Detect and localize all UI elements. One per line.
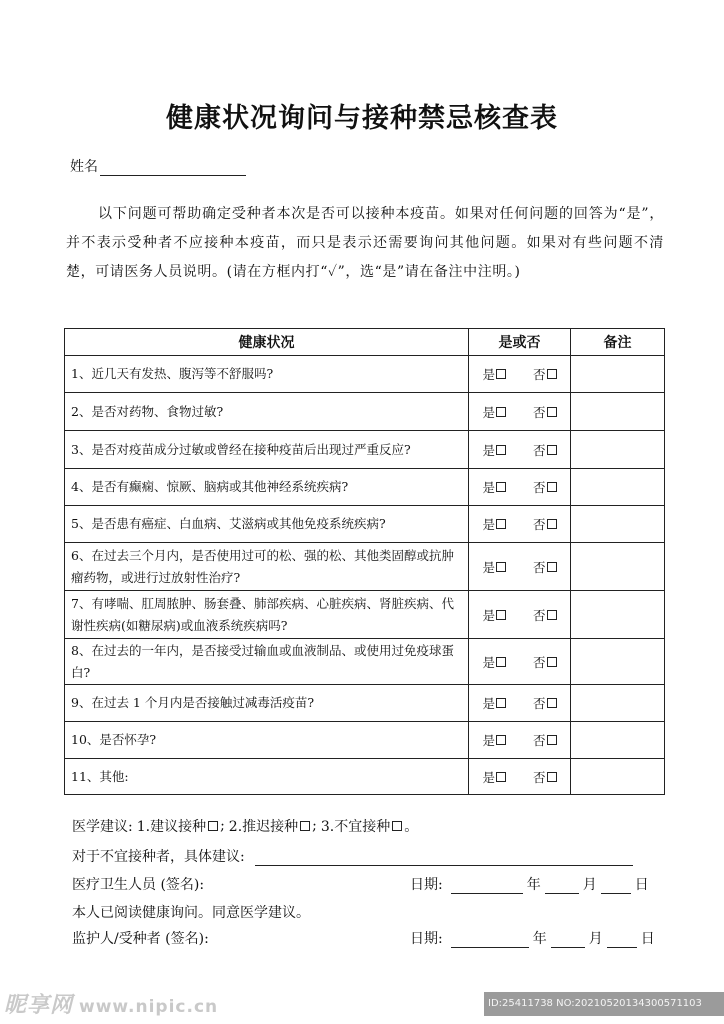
checkbox-icon: [547, 735, 557, 745]
month-label: 月: [582, 877, 597, 893]
medical-advice-row: [72, 816, 418, 836]
yes-no-cell: [469, 639, 571, 685]
advice-option-label: 2.推迟接种: [228, 819, 299, 835]
yes-checkbox[interactable]: [482, 768, 506, 786]
month-label: 月: [588, 931, 603, 947]
notes-cell[interactable]: [571, 393, 665, 431]
no-label: 否: [532, 442, 546, 458]
no-checkbox[interactable]: [533, 606, 557, 624]
date-label: 日期:: [410, 931, 443, 947]
guardian-signature-label: 监护人/受种者 (签名):: [72, 931, 209, 947]
not-suitable-input-line[interactable]: [255, 849, 633, 866]
notes-cell[interactable]: [571, 685, 665, 722]
checkbox-icon: [547, 698, 557, 708]
table-row: [65, 639, 665, 685]
checkbox-icon: [547, 519, 557, 529]
notes-cell[interactable]: [571, 639, 665, 685]
no-checkbox[interactable]: [533, 768, 557, 786]
consent-row: [72, 902, 310, 922]
notes-cell[interactable]: [571, 506, 665, 543]
no-label: 否: [532, 607, 546, 623]
yes-checkbox[interactable]: [482, 653, 506, 671]
no-checkbox[interactable]: [533, 515, 557, 533]
name-row: [70, 156, 246, 176]
guardian-date-row: [410, 928, 659, 948]
no-label: 否: [532, 517, 546, 532]
checkbox-icon: [496, 772, 506, 782]
checkbox-icon: [392, 821, 402, 831]
yes-label: 是: [482, 654, 495, 670]
not-suitable-row: [72, 846, 633, 866]
yes-no-cell: [469, 722, 571, 759]
separator: 。: [404, 819, 419, 835]
checkbox-icon: [547, 657, 557, 667]
notes-cell[interactable]: [571, 543, 665, 591]
question-cell: 11、其他:: [65, 759, 469, 795]
checkbox-icon: [547, 562, 557, 572]
header-condition: 健康状况: [65, 329, 469, 356]
no-checkbox[interactable]: [533, 653, 557, 671]
question-cell: 1、近几天有发热、腹泻等不舒服吗?: [65, 356, 469, 393]
advice-option-recommend[interactable]: [137, 816, 225, 836]
table-row: [65, 393, 665, 431]
notes-cell[interactable]: [571, 356, 665, 393]
notes-cell[interactable]: [571, 591, 665, 639]
yes-no-cell: [469, 506, 571, 543]
checkbox-icon: [300, 821, 310, 831]
yes-label: 是: [482, 442, 495, 458]
checkbox-icon: [496, 407, 506, 417]
notes-cell[interactable]: [571, 469, 665, 506]
table-row: [65, 469, 665, 506]
separator: ;: [312, 818, 317, 834]
no-checkbox[interactable]: [533, 365, 557, 383]
checkbox-icon: [496, 445, 506, 455]
question-cell: 10、是否怀孕?: [65, 722, 469, 759]
table-row: [65, 431, 665, 469]
year-input-line[interactable]: [451, 877, 523, 894]
advice-option-label: 1.建议接种: [136, 819, 207, 835]
yes-no-cell: [469, 591, 571, 639]
name-label: 姓名: [70, 159, 98, 175]
staff-signature-row: [72, 874, 204, 894]
question-cell: 5、是否患有癌症、白血病、艾滋病或其他免疫系统疾病?: [65, 506, 469, 543]
yes-no-cell: [469, 393, 571, 431]
no-label: 否: [532, 654, 546, 670]
watermark-brand: [4, 988, 218, 1019]
yes-label: 是: [482, 367, 495, 382]
no-label: 否: [532, 480, 546, 495]
staff-date-row: [410, 874, 653, 894]
yes-label: 是: [482, 517, 495, 532]
yes-checkbox[interactable]: [482, 731, 506, 749]
yes-checkbox[interactable]: [482, 694, 506, 712]
yes-label: 是: [482, 559, 495, 575]
checkbox-icon: [547, 407, 557, 417]
checkbox-icon: [547, 482, 557, 492]
checkbox-icon: [496, 519, 506, 529]
yes-checkbox[interactable]: [482, 558, 506, 576]
notes-cell[interactable]: [571, 759, 665, 795]
question-cell: 8、在过去的一年内，是否接受过输血或血液制品、或使用过免疫球蛋白?: [65, 639, 469, 685]
yes-label: 是: [482, 733, 495, 748]
no-label: 否: [532, 404, 546, 420]
watermark-url: www.nipic.cn: [79, 997, 219, 1017]
separator: ;: [220, 818, 225, 834]
date-label: 日期:: [410, 877, 443, 893]
yes-label: 是: [482, 480, 495, 495]
question-cell: 6、在过去三个月内，是否使用过可的松、强的松、其他类固醇或抗肿瘤药物，或进行过放射性治疗?: [65, 543, 469, 591]
yes-label: 是: [482, 607, 495, 623]
yes-no-cell: [469, 356, 571, 393]
year-label: 年: [526, 877, 541, 893]
checkbox-icon: [547, 369, 557, 379]
notes-cell[interactable]: [571, 431, 665, 469]
day-label: 日: [634, 877, 649, 893]
question-cell: 4、是否有癫痫、惊厥、脑病或其他神经系统疾病?: [65, 469, 469, 506]
checkbox-icon: [496, 610, 506, 620]
table-row: [65, 356, 665, 393]
advice-option-label: 3.不宜接种: [320, 819, 391, 835]
question-cell: 7、有哮喘、肛周脓肿、肠套叠、肺部疾病、心脏疾病、肾脏疾病、代谢性疾病(如糖尿病)或血液系统疾病吗?: [65, 591, 469, 639]
checkbox-icon: [496, 698, 506, 708]
table-row: [65, 506, 665, 543]
yes-checkbox[interactable]: [482, 365, 506, 383]
checkbox-icon: [547, 445, 557, 455]
table-header-row: [65, 329, 665, 356]
header-notes: 备注: [571, 329, 665, 356]
notes-cell[interactable]: [571, 722, 665, 759]
advice-option-postpone[interactable]: [229, 816, 317, 836]
no-label: 否: [532, 559, 546, 575]
yes-no-cell: [469, 543, 571, 591]
yes-no-cell: [469, 431, 571, 469]
no-checkbox[interactable]: [533, 694, 557, 712]
medical-advice-label: 医学建议:: [72, 819, 133, 835]
no-label: 否: [532, 696, 546, 711]
not-suitable-label: 对于不宜接种者，具体建议:: [72, 849, 245, 865]
checkbox-icon: [496, 735, 506, 745]
checkbox-icon: [208, 821, 218, 831]
name-input-line[interactable]: [100, 159, 246, 176]
yes-checkbox[interactable]: [482, 441, 506, 459]
yes-checkbox[interactable]: [482, 515, 506, 533]
year-input-line[interactable]: [451, 931, 529, 948]
no-checkbox[interactable]: [533, 403, 557, 421]
yes-checkbox[interactable]: [482, 606, 506, 624]
day-label: 日: [640, 931, 655, 947]
header-yes-no: 是或否: [469, 329, 571, 356]
table-row: [65, 591, 665, 639]
question-cell: 9、在过去 1 个月内是否接触过减毒活疫苗?: [65, 685, 469, 722]
yes-no-cell: [469, 759, 571, 795]
month-input-line[interactable]: [545, 877, 579, 894]
day-input-line[interactable]: [607, 931, 637, 948]
no-checkbox[interactable]: [533, 731, 557, 749]
no-label: 否: [532, 769, 546, 785]
intro-paragraph: 以下问题可帮助确定受种者本次是否可以接种本疫苗。如果对任何问题的回答为“是”，并不表示受种者不应接种本疫苗，而只是表示还需要询问其他问题。如果对有些问题不清楚，可请医务人员说明。(请在方框内打“✓”，选“是”请在备注中注明。): [66, 206, 664, 280]
day-input-line[interactable]: [601, 877, 631, 894]
year-label: 年: [532, 931, 547, 947]
staff-signature-label: 医疗卫生人员 (签名):: [72, 877, 205, 893]
yes-label: 是: [482, 769, 495, 785]
yes-label: 是: [482, 404, 495, 420]
checkbox-icon: [496, 369, 506, 379]
month-input-line[interactable]: [551, 931, 585, 948]
checkbox-icon: [496, 657, 506, 667]
consent-text: 本人已阅读健康询问。同意医学建议。: [72, 905, 310, 921]
question-cell: 2、是否对药物、食物过敏?: [65, 393, 469, 431]
question-cell: 3、是否对疫苗成分过敏或曾经在接种疫苗后出现过严重反应?: [65, 431, 469, 469]
health-check-table: [64, 328, 665, 795]
table-row: [65, 759, 665, 795]
advice-option-not-suitable[interactable]: [321, 816, 418, 836]
checkbox-icon: [547, 610, 557, 620]
page-title: 健康状况询问与接种禁忌核查表: [166, 103, 558, 134]
no-checkbox[interactable]: [533, 558, 557, 576]
yes-checkbox[interactable]: [482, 403, 506, 421]
no-label: 否: [532, 733, 546, 748]
table-row: [65, 722, 665, 759]
no-label: 否: [532, 367, 546, 382]
no-checkbox[interactable]: [533, 478, 557, 496]
checkbox-icon: [496, 562, 506, 572]
guardian-signature-row: [72, 928, 209, 948]
watermark-id: ID:25411738 NO:20210520134300571103: [484, 992, 724, 1016]
no-checkbox[interactable]: [533, 441, 557, 459]
table-row: [65, 685, 665, 722]
yes-no-cell: [469, 469, 571, 506]
watermark-brand-text: 昵享网: [4, 993, 74, 1018]
checkbox-icon: [496, 482, 506, 492]
yes-label: 是: [482, 696, 495, 711]
checkbox-icon: [547, 772, 557, 782]
yes-no-cell: [469, 685, 571, 722]
table-row: [65, 543, 665, 591]
yes-checkbox[interactable]: [482, 478, 506, 496]
